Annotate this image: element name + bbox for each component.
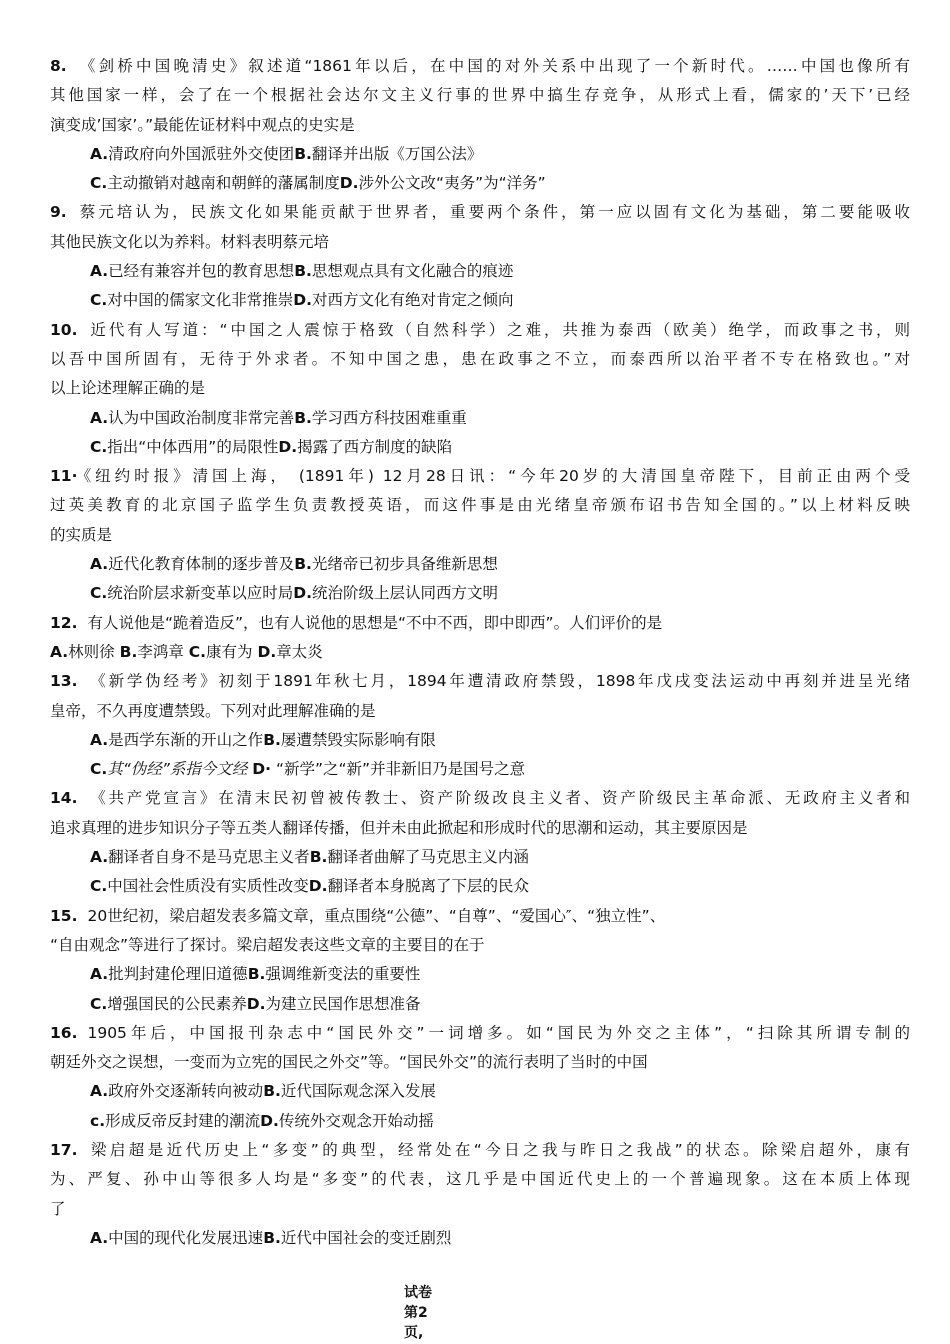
question-9 [50, 198, 910, 315]
option-row: A.清政府向外国派驻外交使团B.翻译并出版《万国公法》 [90, 144, 483, 163]
question-14 [50, 784, 910, 901]
question-text-line: 以上论述理解正确的是 [50, 379, 206, 398]
footer-line: 页, [404, 1325, 424, 1341]
question-text-line: 过英美教育的北京国子监学生负责教授英语，而这件事是由光绪皇帝颁布诏书告知全国的。”以上材料反映 [50, 496, 910, 515]
question-text-line: 演变成’国家’。”最能佐证材料中观点的史实是 [50, 115, 355, 134]
option-row: A.近代化教育体制的逐步普及B.光绪帝已初步具备维新思想 [90, 555, 498, 574]
question-text-line: 12. 有人说他是“跪着造反”，也有人说他的思想是“不中不西，即中即西”。人们评价的是 [50, 613, 663, 632]
question-text-line: 朝廷外交之误想，一变而为立宪的国民之外交”等。“国民外交”的流行表明了当时的中国 [50, 1053, 648, 1072]
option-row: A.政府外交逐渐转向被动B.近代国际观念深入发展 [90, 1082, 436, 1101]
question-text-line: 15. 20世纪初，梁启超发表多篇文章，重点围绕“公德”、“自尊”、“爱国心″、“独立性”、 [50, 906, 666, 925]
question-text-line: 其他民族文化以为养料。材料表明蔡元培 [50, 232, 330, 251]
question-text-line: 17. 梁启超是近代历史上“多变”的典型，经常处在“今日之我与昨日之我战”的状态。除梁启超外，康有 [50, 1140, 910, 1159]
option-row: c.形成反帝反封建的潮流D.传统外交观念开始动摇 [90, 1111, 434, 1130]
question-text-line: 皇帝，不久再度遭禁毁。下列对此理解准确的是 [50, 701, 376, 720]
page-footer [404, 1283, 444, 1343]
question-number: 13. [50, 672, 78, 691]
question-number: 10. [50, 320, 78, 339]
option-row: A.是西学东渐的开山之作B.屡遭禁毁实际影响有限 [90, 730, 436, 749]
option-row: C.指出“中体西用”的局限性D.揭露了西方制度的缺陷 [90, 437, 453, 456]
question-text-line: “自由观念”等进行了探讨。梁启超发表这些文章的主要目的在于 [50, 935, 485, 954]
question-number: 15. [50, 906, 78, 925]
question-number: 11· [50, 467, 78, 486]
question-number: 14. [50, 789, 78, 808]
question-text-line: 追求真理的进步知识分子等五类人翻译传播，但并未由此掀起和形成时代的思潮和运动，其主要原因是 [50, 818, 748, 837]
question-number: 8. [50, 57, 67, 75]
footer-line: 试卷 [404, 1285, 432, 1301]
footer-line: 第2 [404, 1305, 428, 1321]
question-number: 17. [50, 1140, 78, 1159]
question-number: 12. [50, 613, 78, 632]
question-text-line: 14. 《共产党宣言》在清末民初曾被传教士、资产阶级改良主义者、资产阶级民主革命派、无政府主义者和 [50, 789, 910, 808]
question-text-line: 的实质是 [50, 525, 113, 544]
question-15 [50, 902, 910, 1019]
option-row: A.认为中国政治制度非常完善B.学习西方科技困难重重 [90, 408, 467, 427]
option-row: A.林则徐 B.李鸿章 C.康有为 D.章太炎 [50, 642, 323, 661]
question-text-line: 了 [50, 1199, 66, 1218]
option-row: A.批判封建伦理旧道德B.强调维新变法的重要性 [90, 965, 421, 984]
exam-page [50, 52, 910, 1253]
question-text-line: 10. 近代有人写道：“中国之人震惊于格致（自然科学）之难，共推为泰西（欧美）绝学，而政事之书，则 [50, 320, 910, 339]
option-row: C.增强国民的公民素养D.为建立民国作思想准备 [90, 994, 421, 1013]
question-text-line: 其他国家一样，会了在一个根据社会达尔文主义行事的世界中搞生存竞争，从形式上看，儒家的’天下’已经 [50, 86, 910, 105]
question-12 [50, 609, 910, 668]
question-text-line: 为、严复、孙中山等很多人均是“多变”的代表，这几乎是中国近代史上的一个普遍现象。这在本质上体现 [50, 1170, 910, 1189]
question-17 [50, 1136, 910, 1253]
question-number: 9. [50, 203, 67, 222]
question-text-line: 以吾中国所固有，无待于外求者。不知中国之患，患在政事之不立，而泰西所以治平者不专在格致也。”对 [50, 349, 910, 368]
option-row: C.中国社会性质没有实质性改变D.翻译者本身脱离了下层的民众 [90, 877, 530, 896]
question-8 [50, 52, 910, 198]
question-11 [50, 462, 910, 608]
question-text-line: 16. 1905年后，中国报刊杂志中“国民外交”一词增多。如“国民为外交之主体”，“扫除其所谓专制的 [50, 1023, 910, 1042]
option-row: A.翻译者自身不是马克思主义者B.翻译者曲解了马克思主义内涵 [90, 848, 529, 867]
option-row: C.对中国的儒家文化非常推崇D.对西方文化有绝对肯定之倾向 [90, 291, 514, 310]
question-text-line: 8. 《剑桥中国晚清史》叙述道“1861年以后，在中国的对外关系中出现了一个新时代。……中国也像所有 [50, 57, 910, 75]
option-row: C.其“伪经”系指今文经 D· “新学”之“新”并非新旧乃是国号之意 [90, 760, 526, 779]
question-13 [50, 667, 910, 784]
option-row: A.已经有兼容并包的教育思想B.思想观点具有文化融合的痕迹 [90, 262, 514, 281]
question-text-line: 9. 蔡元培认为，民族文化如果能贡献于世界者，重要两个条件，第一应以固有文化为基础，第二要能吸收 [50, 203, 910, 222]
option-row: A.中国的现代化发展迅速B.近代中国社会的变迁剧烈 [90, 1228, 452, 1247]
question-10 [50, 316, 910, 462]
option-row: C.统治阶层求新变革以应时局D.统治阶级上层认同西方文明 [90, 584, 499, 603]
question-text-line: 13. 《新学伪经考》初刻于1891年秋七月，1894年遭清政府禁毁，1898年戊戌变法运动中再刻并进呈光绪 [50, 672, 910, 691]
question-text-line: 11· 《纽约时报》清国上海， (1891年) 12月28日讯：“今年20岁的大清国皇帝陛下，目前正由两个受 [50, 467, 910, 486]
question-number: 16. [50, 1023, 78, 1042]
question-16 [50, 1019, 910, 1136]
option-row: C.主动撤销对越南和朝鲜的藩属制度D.涉外公文改“夷务”为“洋务” [90, 174, 546, 193]
